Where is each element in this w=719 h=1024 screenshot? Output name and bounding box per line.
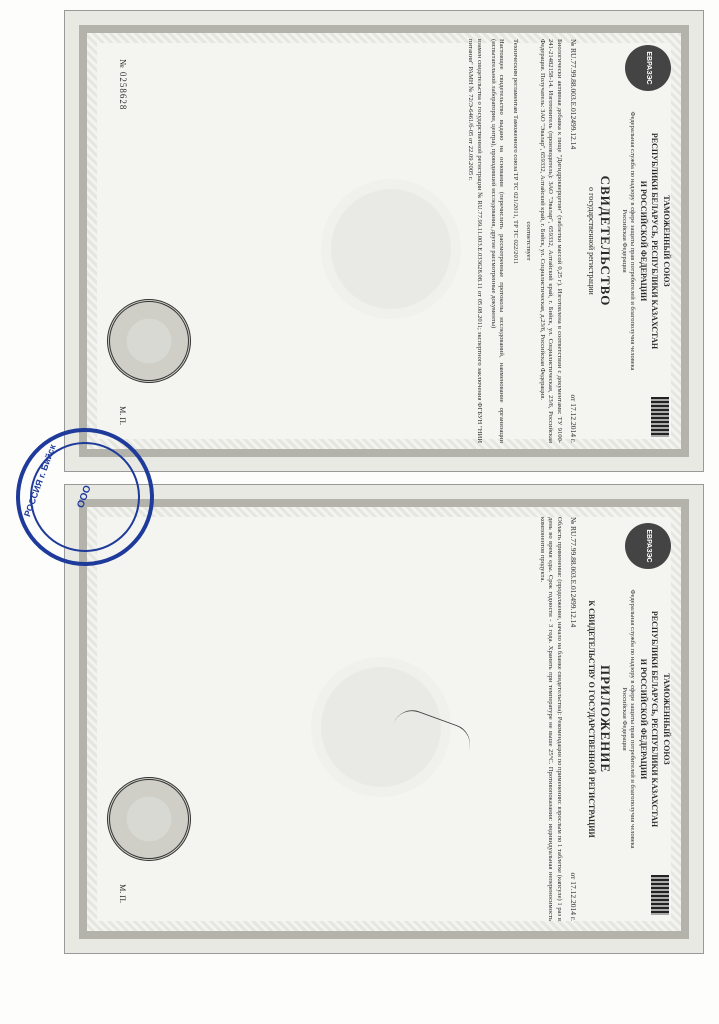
eurasec-logo-icon: ЕВРАЗЭС <box>625 45 671 91</box>
authority-country: Российская Федерация <box>621 687 629 751</box>
appendix-sheet <box>64 484 704 954</box>
header-line: И РОССИЙСКОЙ ФЕДЕРАЦИИ <box>638 658 648 780</box>
paragraph: взамен свидетельства о государственной регистрации № RU.77.99.11.003.E.033628.08.11 от 05.08.2011; экспертного заключения ФГБУН "НИИ питания" РАМН № 72/Э-6461/б-05 от 22.09.2005 г. <box>467 39 484 443</box>
rotated-content <box>97 39 671 443</box>
appendix-subtitle: К СВИДЕТЕЛЬСТВУ О ГОСУДАРСТВЕННОЙ РЕГИСТРАЦИИ <box>587 600 597 838</box>
paragraph: соответствует <box>525 221 533 261</box>
eurasec-logo-icon: ЕВРАЗЭС <box>625 523 671 569</box>
registration-date: 17.12.2014 г. <box>569 403 579 443</box>
serial-number: № 0258628 <box>118 59 129 111</box>
stamp-label: М. П. <box>118 884 127 903</box>
official-seal <box>107 777 191 861</box>
document-title: СВИДЕТЕЛЬСТВО <box>597 175 613 307</box>
appendix-title: ПРИЛОЖЕНИЕ <box>597 664 613 774</box>
ornamental-border <box>79 25 689 457</box>
certificate-body <box>97 39 671 443</box>
header-line: И РОССИЙСКОЙ ФЕДЕРАЦИИ <box>638 180 648 302</box>
header-line: ТАМОЖЕННЫЙ СОЮЗ <box>662 195 671 287</box>
date-label: от <box>569 394 579 402</box>
appendix-body <box>97 517 671 921</box>
registration-number: RU.77.99.88.003.E.012499.12.14 <box>569 48 579 150</box>
rotated-content <box>97 517 671 921</box>
number-label: № <box>569 39 579 47</box>
paragraph: Область применения: (продолжение, начало на бланке свидетельства): Рекомендации по применению: взрослым по 1 таблетке (капсуле) 1 раз в день во время еды. Срок годности - 3 года. Хранить при температуре не выше 25°С. Противопоказания: индивидуальная непереносимость компонентов продукта. <box>538 517 563 921</box>
barcode-icon <box>651 875 669 915</box>
header-line: ТАМОЖЕННЫЙ СОЮЗ <box>662 673 671 765</box>
stamp-ring-text: РОССИЯ г. Бийск <box>22 443 58 519</box>
paragraph: Техническим регламентам Таможенного союза ТР ТС 021/2011, ТР ТС 022/2011 <box>511 39 519 265</box>
authority: Федеральная служба по надзору в сфере защиты прав потребителей и благополучия человека <box>629 111 637 371</box>
ornamental-border <box>79 499 689 939</box>
stamp-center-text: ООО <box>75 483 94 510</box>
paragraph: Биологически активная добавка к пище "Дигидрокверцетин" (таблетки массой 0,25 г). Изготовлена в соответствии с документами: ТУ 9100-241-21482158-14. Изготовитель (производитель): ЗАО "Эвалар", 659332, Алтайский край, г. Бийск, ул. Социалистическая, 23/6, Российская Федерация. Получатель: ЗАО "Эвалар", 659332, Алтайский край, г. Бийск, ул. Социалистическая, д.23/6, Российская Федерация. <box>538 39 563 443</box>
header-line: РЕСПУБЛИКИ БЕЛАРУСЬ, РЕСПУБЛИКИ КАЗАХСТАН <box>650 132 660 350</box>
certificate-sheet <box>64 10 704 472</box>
registration-date: 17.12.2014 г. <box>569 881 579 921</box>
document-subtitle: о государственной регистрации <box>587 187 597 295</box>
authority: Федеральная служба по надзору в сфере защиты прав потребителей и благополучия человека <box>629 589 637 849</box>
barcode-icon <box>651 397 669 437</box>
stamp-label: М. П. <box>118 406 127 425</box>
number-label: № <box>569 517 579 525</box>
registration-number: RU.77.99.88.003.E.012499.12.14 <box>569 526 579 628</box>
authority-country: Российская Федерация <box>621 209 629 273</box>
paragraph: Настоящее свидетельство выдано на основании (перечислить рассмотренные протоколы исследований, наименование организации (испытательной лаборатории, центра), проводившей исследования, другие рассмотренные документы) <box>489 39 506 443</box>
watermark-emblem <box>321 179 461 319</box>
header-line: РЕСПУБЛИКИ БЕЛАРУСЬ, РЕСПУБЛИКИ КАЗАХСТАН <box>650 610 660 828</box>
official-seal <box>107 299 191 383</box>
date-label: от <box>569 872 579 880</box>
